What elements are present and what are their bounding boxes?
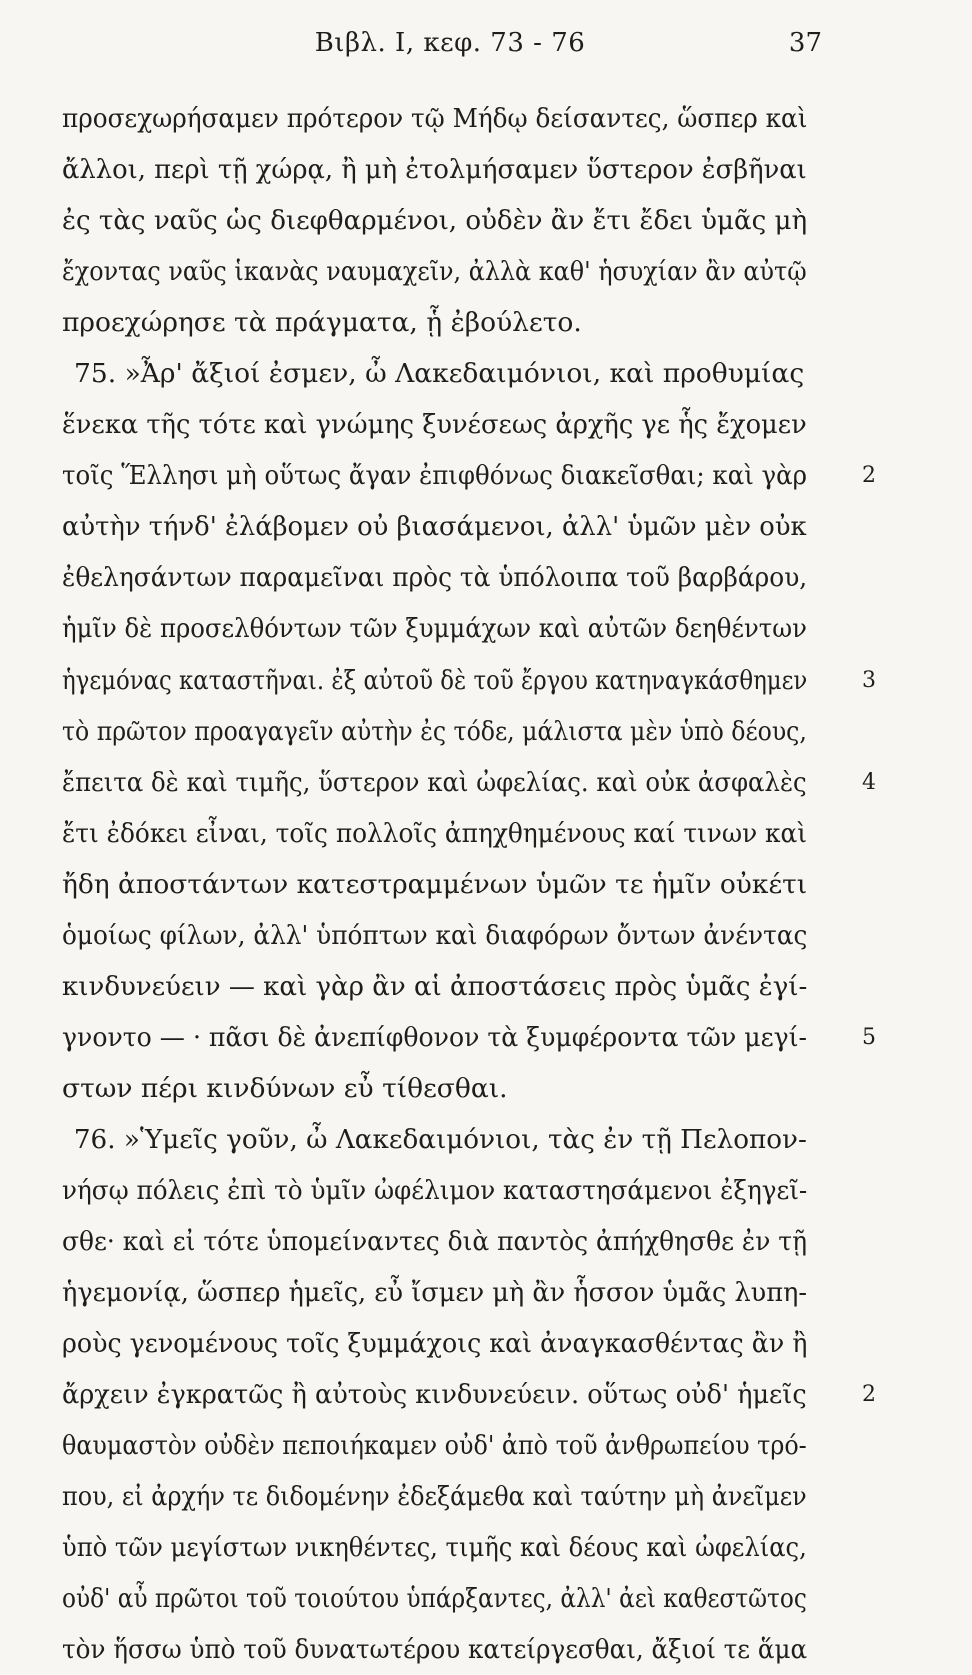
line-text: τοῖς Ἕλλησι μὴ οὕτως ἄγαν ἐπιφθόνως διακεῖσθαι; καὶ γὰρ — [62, 460, 808, 492]
margin-section-number: 2 — [862, 1382, 876, 1408]
text-line — [62, 552, 852, 603]
text-line — [62, 1369, 876, 1420]
text-line — [62, 93, 852, 144]
line-text: στων πέρι κινδύνων εὖ τίθεσθαι. — [62, 1072, 508, 1104]
page-number: 37 — [788, 28, 822, 58]
text-line — [62, 297, 852, 348]
line-text: ἕνεκα τῆς τότε καὶ γνώμης ξυνέσεως ἀρχῆς γε ἧς ἔχομεν — [62, 409, 807, 441]
line-text: ἐθελησάντων παραμεῖναι πρὸς τὰ ὑπόλοιπα τοῦ βαρβάρου, — [62, 562, 808, 594]
text-line — [62, 1063, 852, 1114]
margin-section-number: 3 — [862, 667, 876, 693]
text-line — [62, 1471, 852, 1522]
line-text: ἡγεμονίᾳ, ὥσπερ ἡμεῖς, εὖ ἴσμεν μὴ ἂν ἧσσον ὑμᾶς λυπη- — [62, 1277, 807, 1309]
text-line — [62, 1624, 852, 1675]
text-line — [62, 195, 852, 246]
text-line — [62, 603, 852, 654]
line-text: θαυμαστὸν οὐδὲν πεποιήκαμεν οὐδ' ἀπὸ τοῦ ἀνθρωπείου τρό- — [62, 1430, 807, 1462]
line-text: νήσῳ πόλεις ἐπὶ τὸ ὑμῖν ὠφέλιμον καταστησάμενοι ἐξηγεῖ- — [62, 1174, 808, 1206]
page-header — [0, 28, 972, 68]
text-line — [62, 1573, 852, 1624]
margin-section-number: 2 — [862, 463, 876, 489]
text-line — [62, 655, 876, 706]
line-text: που, εἰ ἀρχήν τε διδομένην ἐδεξάμεθα καὶ ταύτην μὴ ἀνεῖμεν — [62, 1481, 807, 1513]
text-line — [62, 246, 852, 297]
line-text: ὁμοίως φίλων, ἀλλ' ὑπόπτων καὶ διαφόρων ὄντων ἀνέντας — [62, 919, 808, 951]
line-text: ὑπὸ τῶν μεγίστων νικηθέντες, τιμῆς καὶ δέους καὶ ὠφελίας, — [62, 1532, 807, 1564]
line-text: αὐτὴν τήνδ' ἐλάβομεν οὐ βιασάμενοι, ἀλλ' ὑμῶν μὲν οὐκ — [62, 511, 807, 543]
text-line — [62, 910, 852, 961]
line-text: προσεχωρήσαμεν πρότερον τῷ Μήδῳ δείσαντες, ὥσπερ καὶ — [62, 103, 808, 134]
line-text: ἐς τὰς ναῦς ὡς διεφθαρμένοι, οὐδὲν ἂν ἔτι ἔδει ὑμᾶς μὴ — [62, 205, 808, 237]
text-line — [62, 1216, 852, 1267]
text-line — [62, 399, 852, 450]
line-text: προεχώρησε τὰ πράγματα, ᾗ ἐβούλετο. — [62, 307, 582, 339]
text-line — [62, 1114, 852, 1165]
text-line — [62, 961, 852, 1012]
margin-section-number: 4 — [862, 769, 876, 795]
text-line — [62, 1165, 852, 1216]
line-text: ἡγεμόνας καταστῆναι. ἐξ αὐτοῦ δὲ τοῦ ἔργου κατηναγκάσθημεν — [62, 664, 808, 696]
text-line — [62, 706, 852, 757]
line-text: ἡμῖν δὲ προσελθόντων τῶν ξυμμάχων καὶ αὐτῶν δεηθέντων — [62, 613, 807, 645]
line-text: ἄλλοι, περὶ τῇ χώρᾳ, ἢ μὴ ἐτολμήσαμεν ὕστερον ἐσβῆναι — [62, 154, 807, 186]
line-text: οὐδ' αὖ πρῶτοι τοῦ τοιούτου ὑπάρξαντες, ἀλλ' ἀεὶ καθεστῶτος — [62, 1583, 807, 1615]
line-text: 75. »Ἆρ' ἄξιοί ἐσμεν, ὦ Λακεδαιμόνιοι, καὶ προθυμίας — [74, 358, 805, 390]
text-line — [62, 1318, 852, 1369]
margin-section-number: 5 — [862, 1024, 876, 1050]
line-text: 76. »Ὑμεῖς γοῦν, ὦ Λακεδαιμόνιοι, τὰς ἐν τῇ Πελοπον- — [73, 1123, 807, 1155]
text-line — [62, 808, 852, 859]
text-line — [62, 501, 852, 552]
text-line — [62, 757, 876, 808]
line-text: ἔτι ἐδόκει εἶναι, τοῖς πολλοῖς ἀπηχθημένους καί τινων καὶ — [62, 817, 808, 849]
text-line — [62, 1522, 852, 1573]
line-text: ἤδη ἀποστάντων κατεστραμμένων ὑμῶν τε ἡμῖν οὐκέτι — [62, 868, 808, 900]
text-line — [62, 859, 852, 910]
body-text — [62, 93, 876, 1675]
line-text: τὸν ἥσσω ὑπὸ τοῦ δυνατωτέρου κατείργεσθαι, ἄξιοί τε ἅμα — [62, 1634, 808, 1666]
text-line — [62, 450, 876, 501]
line-text: τὸ πρῶτον προαγαγεῖν αὐτὴν ἐς τόδε, μάλιστα μὲν ὑπὸ δέους, — [62, 715, 807, 747]
running-title: Βιβλ. I, κεφ. 73 - 76 — [314, 28, 586, 58]
text-line — [62, 1012, 876, 1063]
line-text: ἔχοντας ναῦς ἱκανὰς ναυμαχεῖν, ἀλλὰ καθ' ἡσυχίαν ἂν αὐτῷ — [62, 256, 807, 288]
text-line — [62, 1420, 852, 1471]
text-line — [62, 1267, 852, 1318]
text-line — [62, 144, 852, 195]
line-text: ἄρχειν ἐγκρατῶς ἢ αὐτοὺς κινδυνεύειν. οὕτως οὐδ' ἡμεῖς — [62, 1379, 807, 1411]
line-text: ροὺς γενομένους τοῖς ξυμμάχοις καὶ ἀναγκασθέντας ἂν ἢ — [62, 1328, 808, 1360]
text-line — [62, 348, 852, 399]
line-text: κινδυνεύειν — καὶ γὰρ ἂν αἱ ἀποστάσεις πρὸς ὑμᾶς ἐγί- — [62, 970, 808, 1002]
line-text: ἔπειτα δὲ καὶ τιμῆς, ὕστερον καὶ ὠφελίας. καὶ οὐκ ἀσφαλὲς — [62, 766, 807, 798]
line-text: σθε· καὶ εἰ τότε ὑπομείναντες διὰ παντὸς ἀπήχθησθε ἐν τῇ — [62, 1226, 807, 1258]
line-text: γνοντο — · πᾶσι δὲ ἀνεπίφθονον τὰ ξυμφέροντα τῶν μεγί- — [62, 1021, 807, 1053]
